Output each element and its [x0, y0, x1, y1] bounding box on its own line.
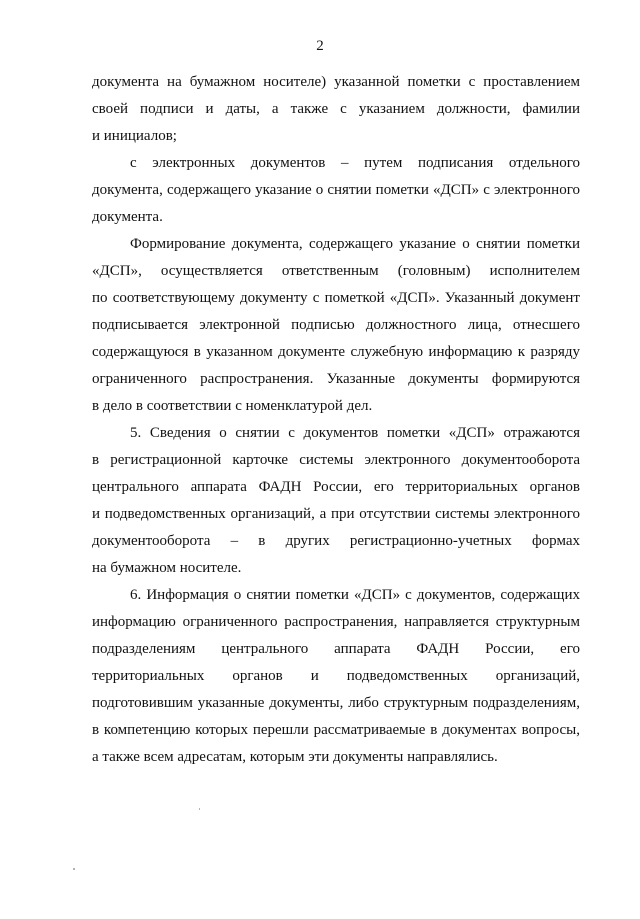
text-line: и подведомственных организаций, а при отсутствии системы электронного	[92, 506, 580, 522]
text-line: с электронных документов – путем подписания отдельного	[130, 155, 580, 171]
page-number: 2	[316, 38, 324, 54]
text-line: и инициалов;	[92, 128, 177, 144]
text-line: а также всем адресатам, которым эти документы направлялись.	[92, 749, 498, 765]
text-line: содержащуюся в указанном документе служебную информацию к разряду	[92, 344, 580, 360]
text-line: документа на бумажном носителе) указанной пометки с проставлением	[92, 74, 580, 90]
text-line: в регистрационной карточке системы электронного документооборота	[92, 452, 580, 468]
text-line: подписывается электронной подписью должностного лица, отнесшего	[92, 317, 580, 333]
text-line: 5. Сведения о снятии с документов пометки «ДСП» отражаются	[130, 425, 580, 441]
text-line: Формирование документа, содержащего указание о снятии пометки	[130, 236, 580, 252]
text-line: документооборота – в других регистрационно-учетных формах	[92, 533, 580, 549]
text-line: на бумажном носителе.	[92, 560, 242, 576]
text-line: документа.	[92, 209, 163, 225]
text-line: подготовившим указанные документы, либо структурным подразделениям,	[92, 695, 580, 711]
text-line: по соответствующему документу с пометкой «ДСП». Указанный документ	[92, 290, 580, 306]
text-line: в дело в соответствии с номенклатурой дел.	[92, 398, 373, 414]
text-line: территориальных органов и подведомственных организаций,	[92, 668, 580, 684]
scan-speck	[73, 868, 75, 870]
text-line: подразделениям центрального аппарата ФАДН России, его	[92, 641, 580, 657]
text-line: 6. Информация о снятии пометки «ДСП» с документов, содержащих	[130, 587, 580, 603]
text-line: документа, содержащего указание о снятии пометки «ДСП» с электронного	[92, 182, 580, 198]
scan-speck	[199, 808, 200, 810]
text-line: информацию ограниченного распространения, направляется структурным	[92, 614, 580, 630]
text-line: своей подписи и даты, а также с указанием должности, фамилии	[92, 101, 580, 117]
text-line: в компетенцию которых перешли рассматриваемые в документах вопросы,	[92, 722, 580, 738]
text-line: «ДСП», осуществляется ответственным (головным) исполнителем	[92, 263, 580, 279]
text-line: ограниченного распространения. Указанные документы формируются	[92, 371, 580, 387]
text-line: центрального аппарата ФАДН России, его территориальных органов	[92, 479, 580, 495]
